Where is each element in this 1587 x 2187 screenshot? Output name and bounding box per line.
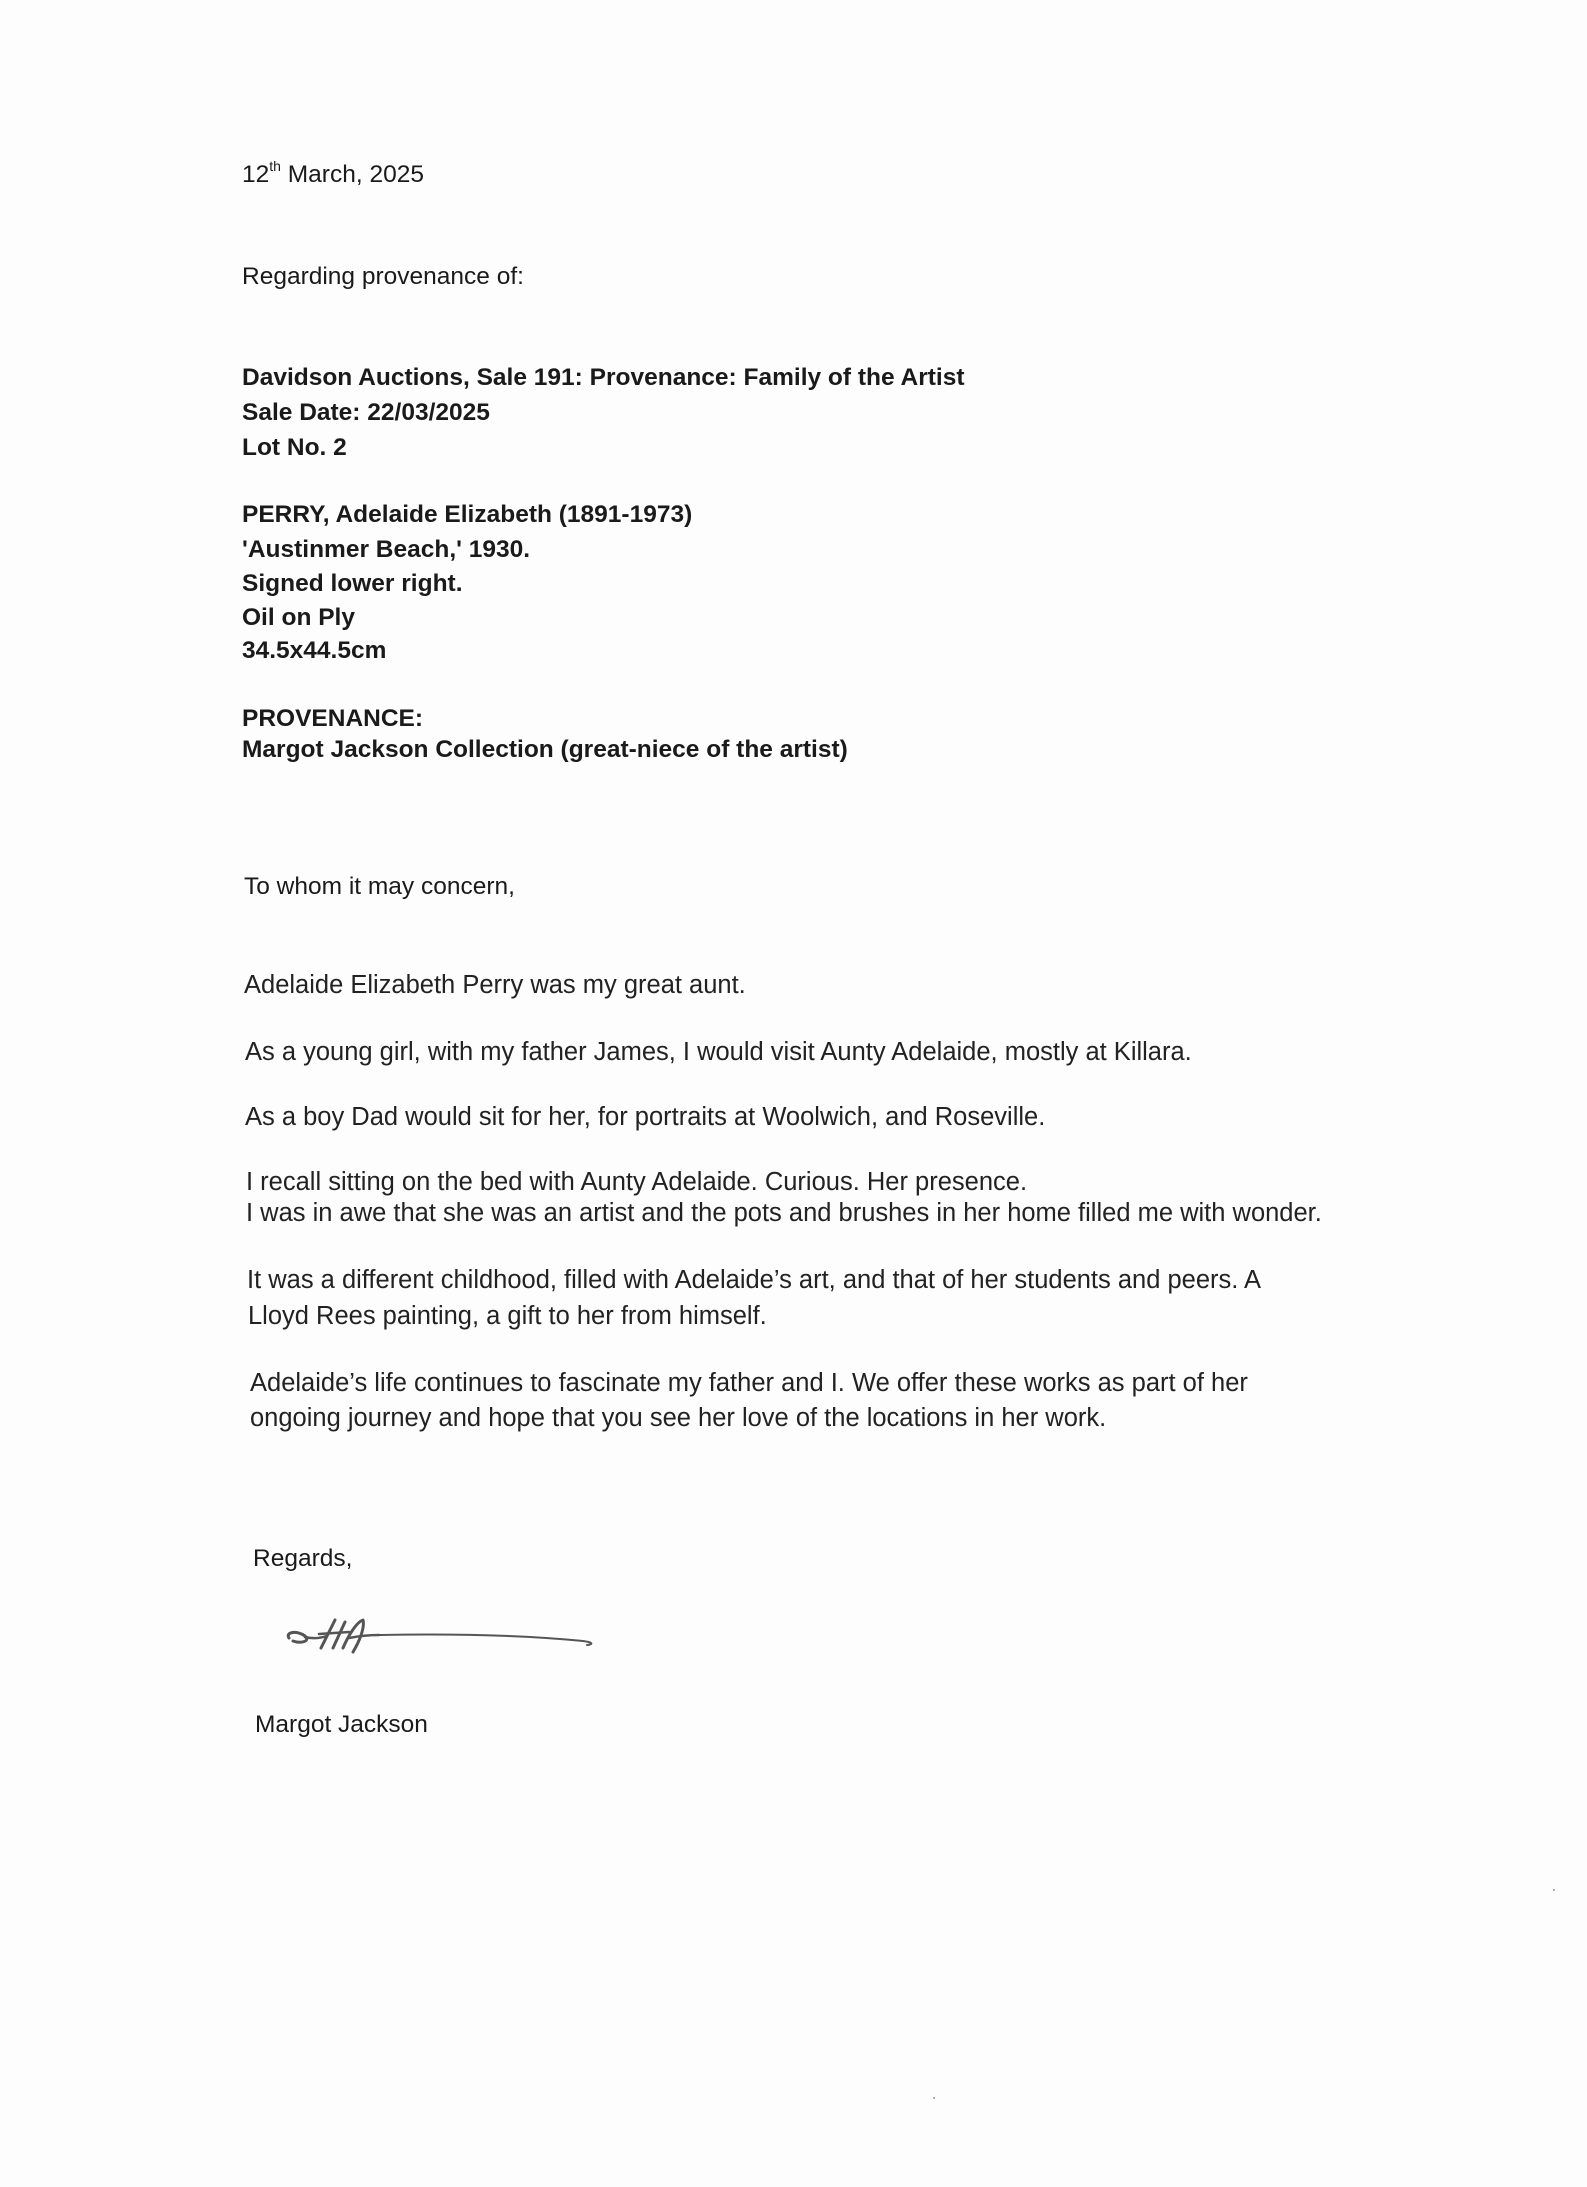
paragraph-5-line-2: Lloyd Rees painting, a gift to her from himself. [248,1302,767,1330]
date-suffix: th [269,158,281,174]
paragraph-4-line-2: I was in awe that she was an artist and the pots and brushes in her home filled me with wonder. [246,1199,1322,1227]
lot-sale-date: Sale Date: 22/03/2025 [242,399,490,426]
salutation: To whom it may concern, [244,873,515,900]
scan-speck [933,2097,935,2099]
date-month-year: March, 2025 [280,161,424,188]
date-day: 12 [242,161,270,188]
paragraph-2: As a young girl, with my father James, I would visit Aunty Adelaide, mostly at Killara. [245,1038,1192,1066]
scan-speck [1553,1889,1555,1891]
closing-regards: Regards, [253,1545,353,1572]
lot-sale-line: Davidson Auctions, Sale 191: Provenance: Family of the Artist [242,364,965,391]
paragraph-3: As a boy Dad would sit for her, for portraits at Woolwich, and Roseville. [245,1103,1046,1131]
letter-date [242,158,424,188]
artwork-title: 'Austinmer Beach,' 1930. [242,536,531,563]
artwork-signed: Signed lower right. [242,570,463,597]
lot-number: Lot No. 2 [242,434,347,461]
artwork-artist: PERRY, Adelaide Elizabeth (1891-1973) [242,501,693,528]
provenance-heading: PROVENANCE: [242,705,424,732]
paragraph-5-line-1: It was a different childhood, filled with Adelaide’s art, and that of her students and peers. A [247,1266,1262,1294]
provenance-text: Margot Jackson Collection (great-niece of the artist) [242,736,848,763]
paragraph-6-line-1: Adelaide’s life continues to fascinate my father and I. We offer these works as part of her [250,1369,1248,1397]
paragraph-1: Adelaide Elizabeth Perry was my great aunt. [244,971,746,999]
paragraph-4-line-1: I recall sitting on the bed with Aunty Adelaide. Curious. Her presence. [246,1168,1028,1196]
signature-name: Margot Jackson [255,1711,428,1738]
handwritten-signature [283,1608,603,1668]
artwork-size: 34.5x44.5cm [242,637,387,664]
regarding-line: Regarding provenance of: [242,263,524,290]
artwork-medium: Oil on Ply [242,604,355,631]
paragraph-6-line-2: ongoing journey and hope that you see her love of the locations in her work. [250,1404,1107,1432]
